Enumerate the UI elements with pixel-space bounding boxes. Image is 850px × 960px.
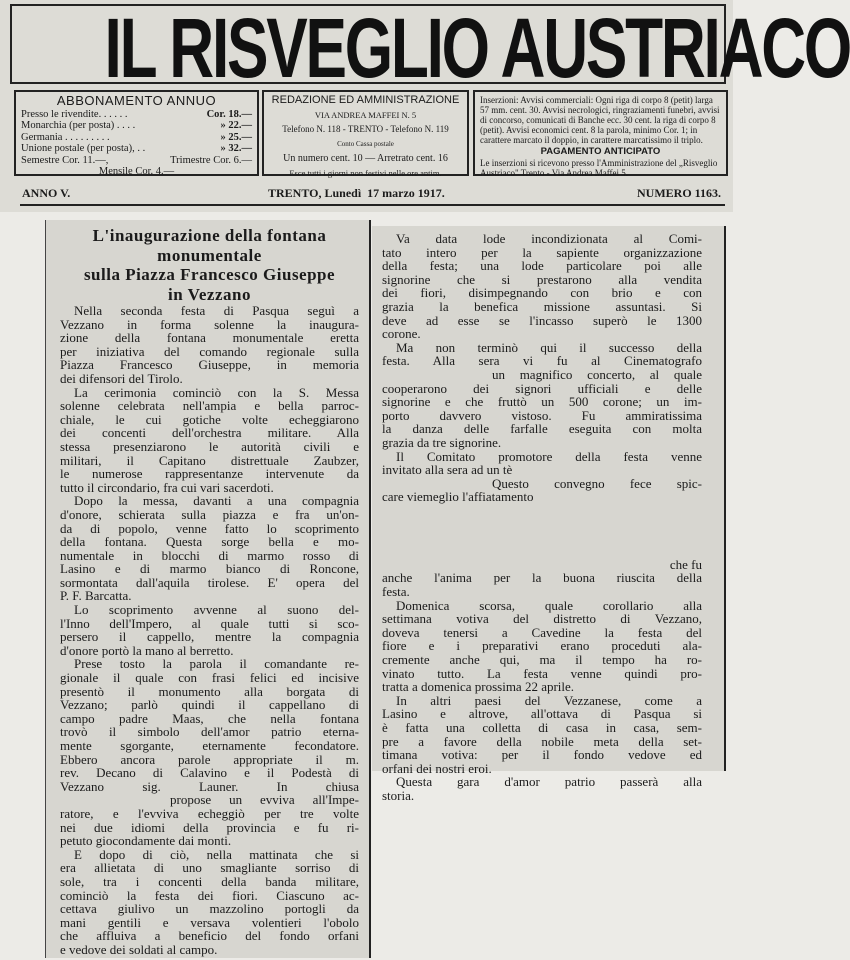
ads-where: Le inserzioni si ricevono presso l'Amministrazione del „Risveglio Austriaco" Trento - Via Andrea Maffei 5. [480,158,718,178]
text-line: Domenica scorsa, quale corollario alla [396,597,702,613]
text-line: trovò il simbolo dell'amor patrio eterna- [60,724,359,740]
text-line: Vezzano sig. Launer. In chiusa [60,778,359,794]
subscription-row [21,109,252,121]
text-line: dei fiori, disimpegnando con brio e con [382,285,702,301]
text-line: era allietata di uno smagliante sorriso di [60,860,359,876]
text-line: e vedove dei soldati al campo. [60,941,218,957]
text-line: signorine e che fruttò un 500 corone; un im- [382,394,702,410]
text-line: vinato tutto. La festa venne quindi pro- [382,665,702,681]
text-line: timana votiva: per il fondo vedove ed [382,747,702,763]
article-title-line: L'inaugurazione della fontana [92,226,327,245]
text-line: gionale il quale con frasi felici ed incisive [60,670,359,686]
editorial-phones: Telefono N. 118 - TRENTO - Telefono N. 119 [282,124,449,134]
text-line: settimana votiva del distretto di Vezzano, [382,611,702,627]
text-line: Vezzano in forma solenne la inaugura- [60,316,359,332]
text-line: zione della fontana monumentale eretta [60,330,359,346]
text-line: grazia la benefica missione assuntasi. Si [382,298,702,314]
text-line: che affluiva a beneficio del fondo orfani [60,928,359,944]
subscription-label: Germania . . . . . . . . . [21,131,110,143]
paragraph [60,494,359,603]
text-line: cettava giulivo un mazzolino portogli da [60,901,359,917]
text-line: P. F. Barcatta. [60,588,132,604]
text-line: un magnifico concerto, al quale [492,366,702,382]
paragraph [60,603,359,657]
text-line: Lo scoprimento avvenne al suono del- [74,602,359,618]
paragraph [382,232,702,341]
text-line: l'Inno dell'Impero, al quale tutti si sco- [60,615,359,631]
text-line: numentale in blocchi di marmo rosso di [60,547,359,563]
newspaper-header [0,0,850,212]
ads-payment: PAGAMENTO ANTICIPATO [540,146,661,157]
text-line: Lasino e di marmo bianco di Roncone, [60,561,359,577]
text-line: mani gentili e versava volentieri l'obolo [60,914,359,930]
text-line: fiore e i preparativi erano proceduti ala- [382,638,702,654]
text-line: mente sgorgante, eternamente fecondatore. [60,738,359,753]
text-line: chiale, le cui gotiche volte echeggiarono [60,411,359,427]
editorial-address: VIA ANDREA MAFFEI N. 5 [314,109,417,120]
text-line: tratta a domenica prossima 22 aprile. [382,679,575,695]
text-line: Lasino e altrove, all'ottava di Pasqua si [382,706,702,722]
text-line: Il Comitato promotore della festa venne [396,448,702,464]
paragraph [382,775,702,802]
text-line: persero il cappello, mentre la compagnia [60,629,359,645]
text-line: Prese tosto la parola il comandante re- [74,656,359,672]
text-line: orfani dei nostri eroi. [382,760,492,776]
text-line: della festa; una lode particolare poi alle [382,258,702,274]
subscription-price: » 25.— [220,131,252,143]
text-line: d'onore portò la mano al berretto. [60,642,234,658]
trimestre: Trimestre Cor. 6.— [170,154,252,166]
text-line: pre a favore della nobile meta della set- [382,733,702,749]
ads-box [473,90,728,176]
text-line: campo padre Maas, che nella fontana [60,710,359,726]
text-line: solenne celebrata nell'ampia e bella parroc- [60,398,359,414]
subscription-price: » 22.— [220,120,252,131]
editorial-heading: REDAZIONE ED AMMINISTRAZIONE [271,94,460,106]
ads-text: Inserzioni: Avvisi commerciali: Ogni riga di corpo 8 (petit) larga 57 mm. cent. 30. Avvisi necrologici, ringraziamenti funebri, avvisi di concorso, comunicati di Banche ecc. 30 cent. la riga di corpo 8 (petit). Avvisi economici cent. 8 la parola, minimo Cor. 1; in carattere marcato il doppio, in carattere marcatissimo il triplo. [480,95,720,145]
text-line: cominciò la festa dei fiori. Ciascuno ac- [60,887,359,903]
dateline [20,186,725,206]
text-line: propose un evviva all'Impe- [170,792,359,808]
text-line: Piazza Francesco Giuseppe, in memoria [60,357,359,373]
text-line: porto davvero vistoso. Fu ammiratissima [382,407,702,423]
text-line: doveva tenersi a Cavedine la festa del [382,624,702,640]
mensile: Mensile Cor. 4.— [98,166,175,177]
text-line: Ebbero ancora parole appropriate il m. [60,751,359,767]
text-line: tutto il circondario, fra cui vari sacerdoti. [60,479,274,495]
text-line: tato intero per la sapiente organizzazione [382,244,702,260]
article-title-line: monumentale [157,245,262,265]
subscription-row [21,120,252,132]
text-line: care viemeglio l'affiatamento [382,489,534,505]
text-line: corone. [382,326,421,342]
article-right-column [372,226,726,803]
paragraph [382,341,702,450]
subscription-label: Monarchia (per posta) . . . . [21,120,136,131]
text-line: grazia da tre signorine. [382,434,502,450]
text-line: signorine che si prestarono alla vendita [382,271,702,287]
subscription-row [21,143,252,155]
text-line: nei due idiomi della provincia e fu ri- [60,819,359,835]
editorial-postal: Conto Cassa postale [337,139,394,148]
article-title [60,226,359,304]
article-title-line: in Vezzano [168,284,251,304]
text-line: presentò il monumento alla borgata di [60,683,359,699]
masthead-title: IL RISVEGLIO AUSTRIACO [104,1,850,95]
masthead [10,1,850,95]
text-line: deve ad esse se l'incasso superò le 1300 [382,312,702,328]
text-line: cooperarono dei signori ufficiali e delle [382,380,702,396]
semestre: Semestre Cor. 11.—, [21,154,109,166]
text-line: In altri paesi del Vezzanese, come a [396,692,702,708]
text-line: Vezzano; parlò quindi il cappellano di [60,697,359,713]
text-line: che fu [669,556,702,572]
text-line: anche l'anima per la buona riuscita della [382,570,702,586]
text-line: da di popolo, venne fatto lo scoprimento [60,520,359,536]
text-line: militari, il Capitano distrettuale Zaubzer, [60,452,359,468]
text-line: la danza delle farfalle eseguita con molta [382,421,702,437]
text-line: Questa gara d'amor patrio passerà alla [396,774,702,790]
text-line: festa. [382,584,410,600]
text-line: Va data lode incondizionata al Comi- [396,231,702,246]
issue-year: ANNO V. [22,186,71,200]
subscription-price: » 32.— [220,143,252,154]
issue-date: TRENTO, Lunedì 17 marzo 1917. [268,186,445,200]
text-line: storia. [382,787,415,803]
subscription-row [21,132,252,144]
paragraph [60,848,359,957]
article-left-column [45,220,371,958]
editorial-schedule: Esce tutti i giorni non festivi nelle ore antim. [289,167,442,178]
text-line: rev. Decano di Calavino e il Podestà di [60,765,359,781]
text-line: della fontana. Questa sorge bella e mo- [60,534,359,550]
issue-number: NUMERO 1163. [637,186,721,200]
paragraph [382,599,702,694]
text-line: festa. Alla sera vi fu al Cinematografo [382,353,702,369]
article-title-line: sulla Piazza Francesco Giuseppe [83,265,336,284]
text-line: d'onore, schierata sulla piazza e fra un'on- [60,506,359,522]
text-line: La cerimonia cominciò con la S. Messa [74,384,359,400]
text-line: per iniziativa del comando regionale sulla [60,343,359,359]
text-line: stessa presenziarono le autorità civili e [60,438,359,454]
text-line: ratore, e l'evviva echeggiò per tre volte [60,805,359,821]
text-line: Nella seconda festa di Pasqua seguì a [74,303,359,318]
editorial-price: Un numero cent. 10 — Arretrato cent. 16 [283,153,448,164]
text-line: E dopo di ciò, nella mattinata che si [74,846,359,862]
paragraph [382,694,702,776]
censored-gap [382,504,702,558]
subscription-heading: ABBONAMENTO ANNUO [56,93,217,108]
subscription-box [14,90,259,176]
paragraph [382,450,702,599]
text-line: Ma non terminò qui il successo della [396,339,702,355]
text-line: cremente anche qui, ma il tempo ha ro- [382,652,702,668]
text-line: invitato alla sera ad un tè [382,462,513,478]
text-line: Questo convegno fece spic- [492,475,702,491]
text-line: Dopo la messa, davanti a una compagnia [74,493,359,509]
text-line: dei concenti dell'orchestra militare. Alla [60,425,359,441]
text-line: è fatta una colletta di casa in casa, sem- [382,720,702,735]
paragraph [60,657,359,847]
text-line: petuto giocondamente dai monti. [60,833,232,849]
editorial-box [262,90,469,176]
text-line: sormontata dall'aquila tirolese. E' opera del [60,574,359,590]
paragraph [60,304,359,386]
text-line: le numerose rappresentanze intervenute da [60,466,359,482]
subscription-price: Cor. 18.— [206,108,252,120]
subscription-label: Unione postale (per posta), . . [21,143,146,154]
paragraph [60,386,359,495]
text-line: dei difensori del Tirolo. [60,370,183,386]
text-line: sole, tra i concenti della banda militare, [60,873,359,889]
subscription-label: Presso le rivendite. . . . . . [21,108,128,120]
